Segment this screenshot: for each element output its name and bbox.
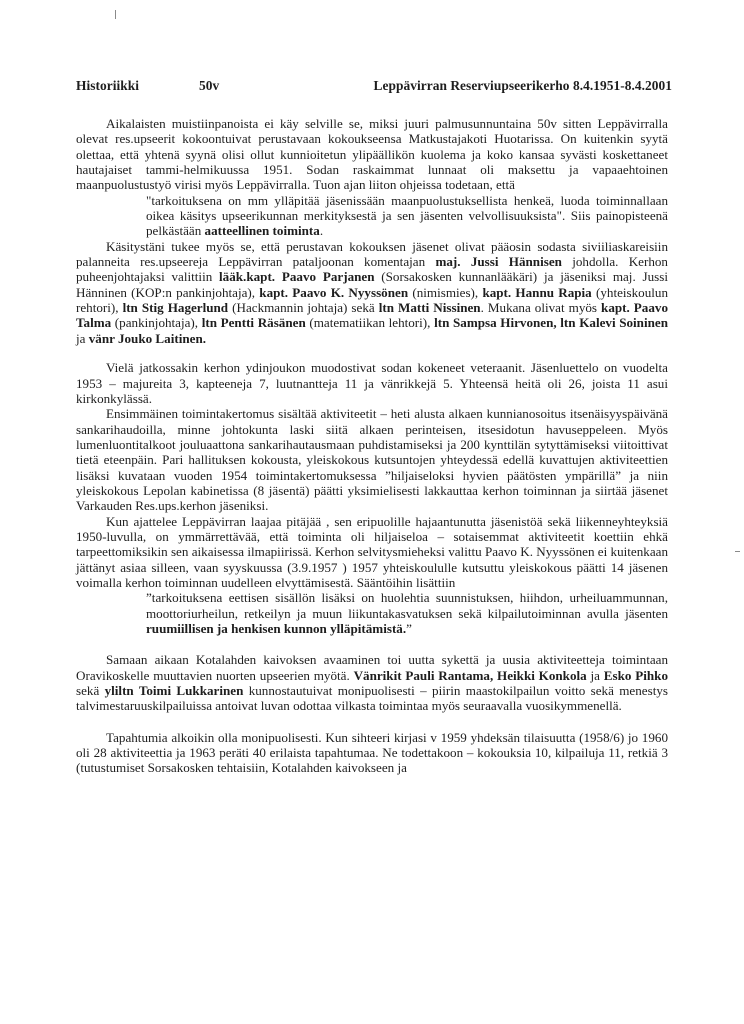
scan-mark [115,10,116,19]
paragraph-6: Samaan aikaan Kotalahden kaivoksen avaaminen toi uutta sykettä ja uusia aktiviteetteja toimintaan Oravikoskelle muuttavien nuorten upseerien myötä. Vänrikit Pauli Rantama, Heikki Konkola ja Esko Pihko sekä yliltn Toimi Lukkarinen kunnostautuivat monipuolisesti – piirin maastokilpailun voitto sekä menestys talvimestaruuskilpailuissa antoivat luvan odottaa vilkasta toimintaa myös seuraavalla vuosikymmenellä. [76,652,668,714]
paragraph-1: Aikalaisten muistiinpanoista ei käy selville se, miksi juuri palmusunnuntaina 50v sitten Leppävirralla olevat res.upseerit kokoontuivat perustavaan kokoukseensa Matkustajakoti Huotarissa. On kuitenkin syytä olettaa, että yhtenä syynä olisi ollut kunnioitetun ylipäällikön kuolema ja koko kansaa syvästi koskettaneet hautajaiset tammi-helmikuussa 1951. Sodan raskaimmat lunnaat oli maksettu ja vapaaehtoinen maanpuolustustyö virisi myös Leppävirralla. Tuon ajan liiton ohjeissa todetaan, että [76,116,668,193]
header-anniversary: 50v [199,78,220,93]
quote-1: "tarkoituksena on mm ylläpitää jäsenissään maanpuolustuksellista henkeä, luoda toiminnallaan oikea käsitys upseerikunnan merkityksestä ja sen jäsenten velvollisuuksista". Siis painopisteenä pelkästään aatteellinen toiminta. [146,192,668,239]
paragraph-5: Kun ajattelee Leppävirran laajaa pitäjää , sen eripuolille hajaantunutta jäsenistöä sekä liikenneyhteyksiä 1950-luvulla, on ymmärrettävää, että toiminta oli hiljaiseloa – sotaisemmat aktiviteetit koettiin ehkä tarpeettomiksikin sen aikaisessa ilmapiirissä. Kerhon selvitysmieheksi valittu Paavo K. Nyyssönen ei kuitenkaan jättänyt asiaa silleen, vaan syyskuussa (3.9.1957 ) 1957 yhteiskoululle kutsuttu yleiskokous päätti 14 jäsenen voimalla kerhon toiminnan uudelleen elvyttämisestä. Sääntöihin lisättiin [76,513,668,590]
quote-2: ”tarkoituksena eettisen sisällön lisäksi on huolehtia suunnistuksen, hiihdon, urheiluammunnan, moottoriurheilun, retkeilyn ja muun liikuntakasvatuksen sekä kilpailutoiminnan avulla jäsenten ruumiillisen ja henkisen kunnon ylläpitämistä.” [146,590,668,636]
header-section: Historiikki [76,78,140,93]
paragraph-gap [76,714,668,730]
paragraph-gap [76,636,668,652]
paragraph-4: Ensimmäinen toimintakertomus sisältää aktiviteetit – heti alusta alkaen kunnianosoitus itsenäisyyspäivänä sankarihaudoilla, minne johtokunta laski siitä alkaen perinteisen, itsesidotun havuseppeleen. Myös lumenluontitalkoot jouluaattona sankarihautausmaan puhdistamiseksi ja 200 kynttilän sytyttämiseksi viitoittivat tietä eteenpäin. Pari hallituksen kokousta, yleiskokous kutsuntojen yhteydessä edellä kuvattujen aktiviteettien lisäksi kuvataan vuoden 1954 toimintakertomuksessa ”hiljaiseloksi hyvien päätösten ympärillä” ja niin yleiskokous Lepolan kabinetissa (8 jäsentä) päätti yksimielisesti lakkauttaa kerhon toiminnan ja siirtää jäsenet Varkauden Res.ups.kerhon jäseniksi. [76,406,668,514]
paragraph-gap [76,346,668,360]
paragraph-7: Tapahtumia alkoikin olla monipuolisesti. Kun sihteeri kirjasi v 1959 yhdeksän tilaisuutta (1958/6) jo 1960 oli 28 aktiviteettia ja 1963 peräti 40 erilaista tapahtumaa. Ne todettakoon – kokouksia 10, kilpailuja 11, retkiä 3 (tutustumiset Sorsakosken tehtaisiin, Kotalahden kaivokseen ja [76,729,668,776]
scan-mark [735,551,740,552]
header-organisation: Leppävirran Reserviupseerikerho 8.4.1951-8.4.2001 [373,78,672,93]
paragraph-3: Vielä jatkossakin kerhon ydinjoukon muodostivat sodan kokeneet veteraanit. Jäsenluettelo on vuodelta 1953 – majureita 3, kapteeneja 7, luutnantteja 11 ja vänrikkejä 5. Yhteensä heitä oli 26, joista 11 asui kirkonkylässä. [76,360,668,406]
document-body [76,116,668,776]
paragraph-2: Käsitystäni tukee myös se, että perustavan kokouksen jäsenet olivat pääosin sodasta siviiliaskareisiin palanneita res.upseereja Leppävirran pataljoonan komentajan maj. Jussi Hännisen johdolla. Kerhon puheenjohtajaksi valittiin lääk.kapt. Paavo Parjanen (Sorsakosken kunnanlääkäri) ja jäseniksi maj. Jussi Hänninen (KOP:n pankinjohtaja), kapt. Paavo K. Nyyssönen (nimismies), kapt. Hannu Rapia (yhteiskoulun rehtori), ltn Stig Hagerlund (Hackmannin johtaja) sekä ltn Matti Nissinen. Mukana olivat myös kapt. Paavo Talma (pankinjohtaja), ltn Pentti Räsänen (matematiikan lehtori), ltn Sampsa Hirvonen, ltn Kalevi Soininen ja vänr Jouko Laitinen. [76,238,668,346]
